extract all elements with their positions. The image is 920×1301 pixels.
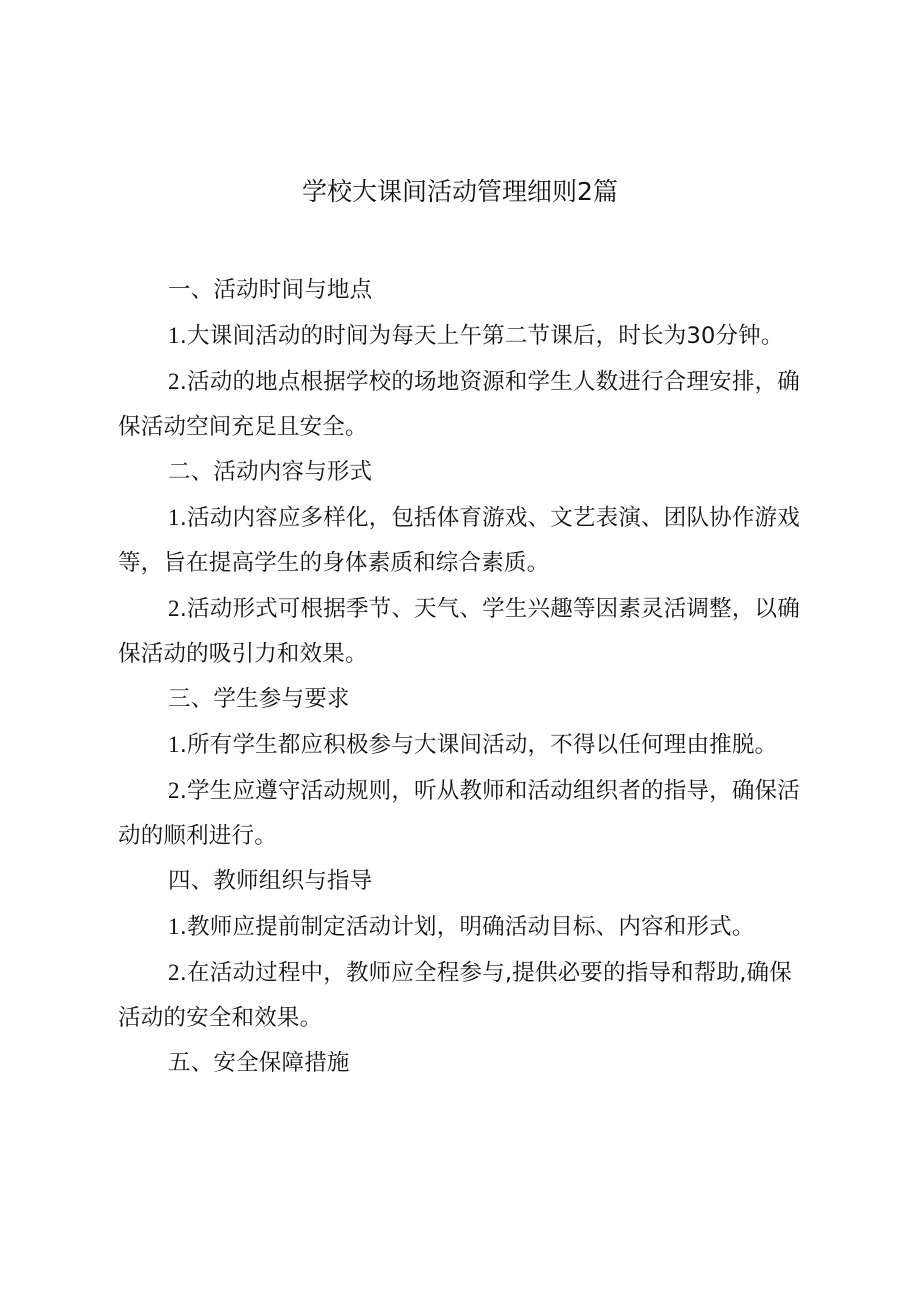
document-title: 学校大课间活动管理细则2篇 [302, 177, 618, 206]
section-heading: 二、活动内容与形式 [168, 459, 373, 485]
section-heading: 五、安全保障措施 [168, 1050, 350, 1076]
item-number: 1 [168, 914, 180, 939]
item-number: 2 [168, 596, 180, 621]
section-heading: 四、教师组织与指导 [168, 868, 373, 894]
list-item [118, 313, 808, 359]
list-item [118, 768, 808, 859]
item-text: .教师应提前制定活动计划，明确活动目标、内容和形式。 [179, 914, 755, 940]
section-heading: 一、活动时间与地点 [168, 277, 373, 303]
item-number: 1 [168, 505, 180, 530]
list-item [118, 495, 808, 586]
item-number: 1 [168, 323, 180, 348]
section-heading: 三、学生参与要求 [168, 686, 350, 712]
list-item [118, 359, 808, 450]
list-item [118, 586, 808, 677]
item-number: 2 [168, 960, 180, 985]
item-text: .所有学生都应积极参与大课间活动，不得以任何理由推脱。 [179, 732, 778, 758]
item-text: .学生应遵守活动规则，听从教师和活动组织者的指导，确保活动的顺利进行。 [118, 778, 800, 849]
document-body [118, 268, 808, 1086]
item-text: .活动内容应多样化，包括体育游戏、文艺表演、团队协作游戏等，旨在提高学生的身体素质和综合素质。 [118, 505, 800, 576]
list-item [118, 722, 808, 768]
list-item [118, 904, 808, 950]
list-item [118, 950, 808, 1041]
item-number: 2 [168, 778, 180, 803]
item-text: .大课间活动的时间为每天上午第二节课后，时长为30分钟。 [179, 323, 784, 349]
item-number: 1 [168, 732, 180, 757]
item-text: .活动形式可根据季节、天气、学生兴趣等因素灵活调整，以确保活动的吸引力和效果。 [118, 596, 800, 667]
item-number: 2 [168, 369, 180, 394]
item-text: .在活动过程中，教师应全程参与,提供必要的指导和帮助,确保活动的安全和效果。 [118, 960, 792, 1031]
item-text: .活动的地点根据学校的场地资源和学生人数进行合理安排，确保活动空间充足且安全。 [118, 369, 800, 440]
